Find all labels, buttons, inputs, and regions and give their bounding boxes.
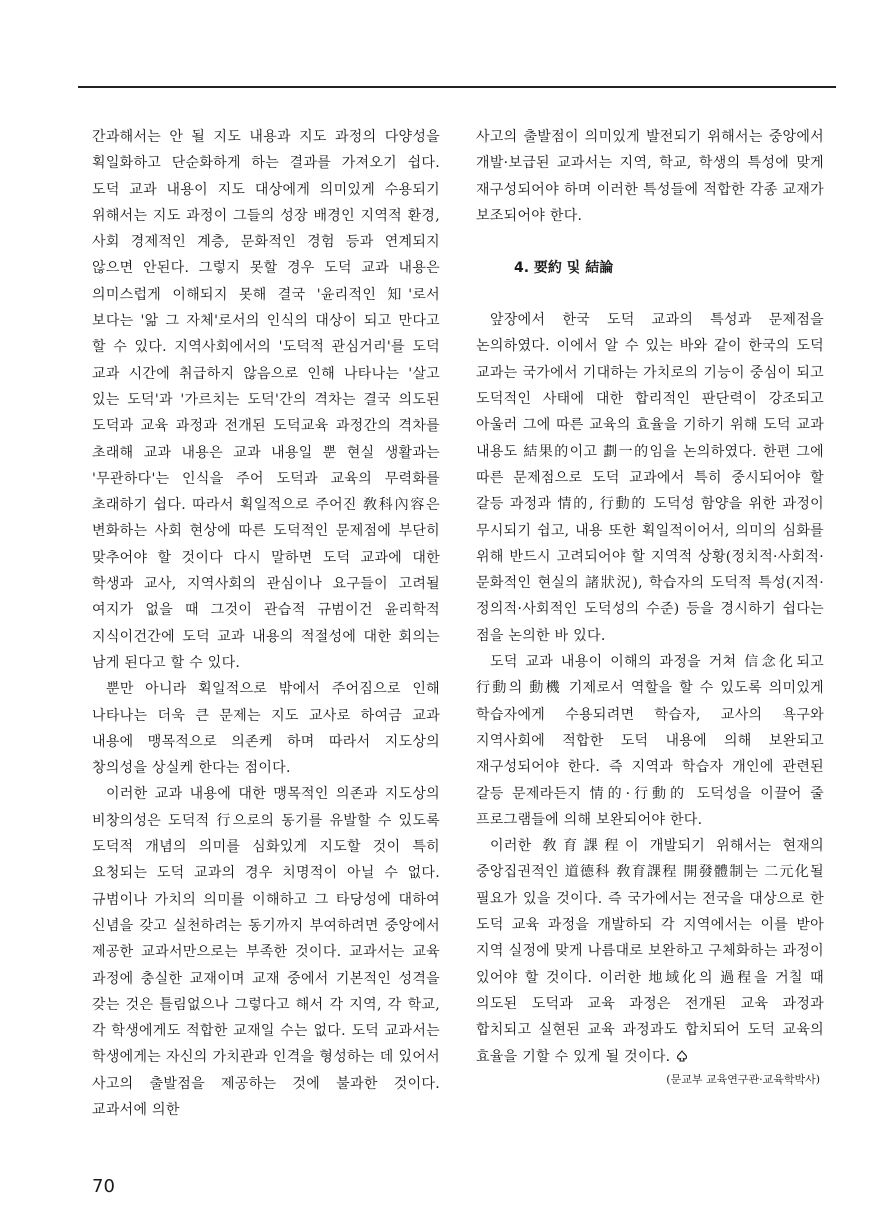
body-paragraph: 도덕 교과 내용이 이해의 과정을 거쳐 信念化되고 行動의 動機 기제로서 역할을 할 수 있도록 의미있게 학습자에게 수용되려면 학습자, 교사의 욕구와 지역사회에 적합한 도덕 내용에 의해 보완되고 재구성되어야 한다. 즉 지역과 학습자 개인에 관련된 갈등 문제라든지 情的·行動的 도덕성을 이끌어 줄 프로그램들에 의해 보완되어야 한다. (476, 654, 824, 828)
left-column (92, 124, 440, 1123)
top-rule (78, 86, 836, 88)
body-paragraph-text: 이러한 敎育課程이 개발되기 위해서는 현재의 중앙집권적인 道德科 敎育課程 開發體制는 二元化될 필요가 있을 것이다. 즉 국가에서는 전국을 대상으로 한 도덕 교육 과정을 개발하되 각 지역에서는 이를 받아 지역 실정에 맞게 나름대로 보완하고 구체화하는 과정이 있어야 할 것이다. 이러한 地域化의 過程을 거칠 때 의도된 도덕과 교육 과정은 전개된 교육 과정과 합치되고 실현된 교육 과정과도 합치되어 도덕 교육의 효율을 기할 수 있게 될 것이다. (476, 838, 824, 1065)
section-heading: 4. 要約 및 結論 (514, 260, 614, 277)
spade-outline-icon (676, 1050, 688, 1062)
body-paragraph: 사고의 출발점이 의미있게 발전되기 위해서는 중앙에서 개발·보급된 교과서는 지역, 학교, 학생의 특성에 맞게 재구성되어야 하며 이러한 특성들에 적합한 각종 교재가 보조되어야 한다. (476, 129, 824, 224)
right-column (476, 124, 824, 1090)
body-paragraph: 간과해서는 안 될 지도 내용과 지도 과정의 다양성을 획일화하고 단순화하게 하는 결과를 가져오기 쉽다. 도덕 교과 내용이 지도 대상에게 의미있게 수용되기 위해서는 지도 과정이 그들의 성장 배경인 지역적 환경, 사회 경제적인 계층, 문화적인 경험 등과 연계되지 않으면 안된다. 그렇지 못할 경우 도덕 교과 내용은 의미스럽게 이해되지 못해 결국 '윤리적인 知'로서 보다는 '앎 그 자체'로서의 인식의 대상이 되고 만다고 할 수 있다. 지역사회에서의 '도덕적 관심거리'를 도덕 교과 시간에 취급하지 않음으로 인해 나타나는 '살고 있는 도덕'과 '가르치는 도덕'간의 격차는 결국 의도된 도덕과 교육 과정과 전개된 도덕교육 과정간의 격차를 초래해 교과 내용은 교과 내용일 뿐 현실 생활과는 '무관하다'는 인식을 주어 도덕과 교육의 무력화를 초래하기 쉽다. 따라서 획일적으로 주어진 敎科內容은 변화하는 사회 현상에 따른 도덕적인 문제점에 부단히 맞추어야 할 것이다 다시 말하면 도덕 교과에 대한 학생과 교사, 지역사회의 관심이나 요구들이 고려될 여지가 없을 때 그것이 관습적 규범이건 윤리학적 지식이건간에 도덕 교과 내용의 적절성에 대한 회의는 남게 된다고 할 수 있다. (92, 129, 440, 671)
body-paragraph: 앞장에서 한국 도덕 교과의 특성과 문제점을 논의하였다. 이에서 알 수 있는 바와 같이 한국의 도덕 교과는 국가에서 기대하는 가치로의 기능이 중심이 되고 도덕적인 사태에 대한 합리적인 판단력이 강조되고 아울러 그에 따른 교육의 효율을 기하기 위해 도덕 교과 내용도 結果的이고 劃一的임을 논의하였다. 한편 그에 따른 문제점으로 도덕 교과에서 특히 중시되어야 할 갈등 과정과 情的, 行動的 도덕성 함양을 위한 과정이 무시되기 쉽고, 내용 또한 획일적이어서, 의미의 심화를 위해 반드시 고려되어야 할 지역적 상황(정치적·사회적·문화적인 현실의 諸狀況), 학습자의 도덕적 특성(지적·정의적·사회적인 도덕성의 수준) 등을 경시하기 쉽다는 점을 논의한 바 있다. (476, 312, 824, 644)
body-paragraph: 뿐만 아니라 획일적으로 밖에서 주어짐으로 인해 나타나는 더욱 큰 문제는 지도 교사로 하여금 교과 내용에 맹목적으로 의존케 하며 따라서 지도상의 창의성을 상실케 한다는 점이다. (92, 681, 440, 777)
body-paragraph (476, 833, 824, 1070)
author-credit: (문교부 교육연구관·교육학박사) (666, 1072, 820, 1086)
page-number: 70 (92, 1176, 115, 1197)
body-paragraph: 이러한 교과 내용에 대한 맹목적인 의존과 지도상의 비창의성은 도덕적 行으로의 동기를 유발할 수 있도록 도덕적 개념의 의미를 심화있게 지도할 것이 특히 요청되는 도덕 교과의 경우 치명적이 아닐 수 없다. 규범이나 가치의 의미를 이해하고 그 타당성에 대하여 신념을 갖고 실천하려는 동기까지 부여하려면 중앙에서 제공한 교과서만으로는 부족한 것이다. 교과서는 교육 과정에 충실한 교재이며 교재 중에서 기본적인 성격을 갖는 것은 틀림없으나 그렇다고 해서 각 지역, 각 학교, 각 학생에게도 적합한 교재일 수는 없다. 도덕 교과서는 학생에게는 자신의 가치관과 인격을 형성하는 데 있어서 사고의 출발점을 제공하는 것에 불과한 것이다. 교과서에 의한 (92, 786, 440, 1118)
